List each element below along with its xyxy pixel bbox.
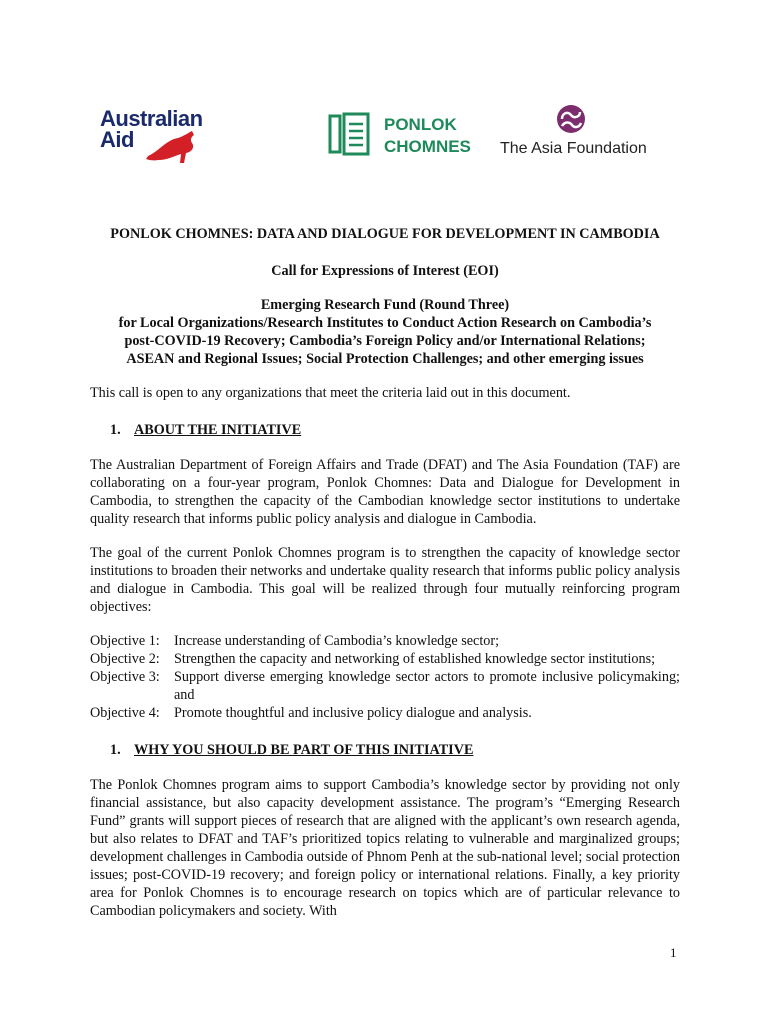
- ponlok-chomnes-logo: [328, 112, 471, 161]
- ponlok-line2: CHOMNES: [384, 137, 471, 156]
- aa-line2: Aid: [100, 127, 134, 152]
- objective-item: [90, 704, 680, 722]
- section-1-paragraph-1: The Australian Department of Foreign Affairs and Trade (DFAT) and The Asia Foundation (TAF) are collaborating on a four-year program, Ponlok Chomnes: Data and Dialogue for Development in Cambodia, to strengthen the capacity of the Cambodian knowledge sector institutions to undertake quality research that informs public policy analysis and dialogue in Cambodia.: [90, 457, 680, 527]
- program-title: PONLOK CHOMNES: DATA AND DIALOGUE FOR DEVELOPMENT IN CAMBODIA: [110, 226, 660, 242]
- call-title: Call for Expressions of Interest (EOI): [271, 263, 499, 279]
- section-1-title: ABOUT THE INITIATIVE: [134, 422, 302, 438]
- section-2-number: 1.: [110, 742, 121, 758]
- objective-label: Objective 3:: [90, 669, 160, 685]
- asia-foundation-wordmark: The Asia Foundation: [500, 140, 647, 157]
- fund-subtitle-line2: post-COVID-19 Recovery; Cambodia’s Foreign Policy and/or International Relations;: [124, 333, 646, 349]
- australian-aid-logo: [100, 108, 203, 150]
- objective-text: Increase understanding of Cambodia’s knowledge sector;: [174, 633, 500, 649]
- taf-emblem-icon: [556, 104, 586, 134]
- ponlok-line1: PONLOK: [384, 115, 457, 134]
- fund-subtitle-line1: for Local Organizations/Research Institutes to Conduct Action Research on Cambodia’s: [118, 315, 652, 331]
- section-1-paragraph-2: The goal of the current Ponlok Chomnes program is to strengthen the capacity of knowledge sector institutions to broaden their networks and undertake quality research that informs public policy analysis and dialogue in Cambodia. This goal will be realized through four mutually reinforcing program objectives:: [90, 545, 680, 615]
- logo-bar: [0, 100, 770, 170]
- section-2-title: WHY YOU SHOULD BE PART OF THIS INITIATIVE: [134, 742, 474, 758]
- objective-item: [90, 668, 680, 704]
- objective-label: Objective 1:: [90, 633, 160, 649]
- section-1-number: 1.: [110, 422, 121, 438]
- objective-text: Strengthen the capacity and networking of established knowledge sector institutions;: [174, 651, 656, 667]
- fund-title: Emerging Research Fund (Round Three): [260, 297, 510, 313]
- objective-text: Promote thoughtful and inclusive policy dialogue and analysis.: [174, 705, 532, 721]
- fund-title-block: [90, 296, 680, 368]
- objective-label: Objective 2:: [90, 651, 160, 667]
- objective-item: [90, 632, 680, 650]
- section-2-paragraph-1: The Ponlok Chomnes program aims to support Cambodia’s knowledge sector by providing not only financial assistance, but also capacity development assistance. The program’s “Emerging Research Fund” grants will support pieces of research that are aligned with the applicant’s own research agenda, but also relates to DFAT and TAF’s prioritized topics relating to vulnerable and marginalized groups; development challenges in Cambodia outside of Phnom Penh at the sub-national level; social protection issues; post-COVID-19 recovery; and foreign policy or international relations. Finally, a key priority area for Ponlok Chomnes is to encourage research on topics which are of particular relevance to Cambodian policymakers and society. With: [90, 777, 680, 919]
- objectives-list: [90, 632, 680, 722]
- kangaroo-icon: [144, 130, 202, 166]
- fund-subtitle-line3: ASEAN and Regional Issues; Social Protection Challenges; and other emerging issues: [126, 351, 644, 367]
- aa-line1: Australian: [100, 106, 203, 131]
- objective-label: Objective 4:: [90, 705, 160, 721]
- page-number: 1: [670, 945, 677, 960]
- objective-item: [90, 650, 680, 668]
- ponlok-chomnes-wordmark: [384, 114, 471, 158]
- section-2-heading: [110, 741, 680, 759]
- book-icon: [328, 112, 378, 156]
- objective-text: Support diverse emerging knowledge sector actors to promote inclusive policymaking; and: [174, 669, 680, 703]
- intro-text: This call is open to any organizations that meet the criteria laid out in this document.: [90, 385, 571, 401]
- section-1-heading: [110, 421, 680, 439]
